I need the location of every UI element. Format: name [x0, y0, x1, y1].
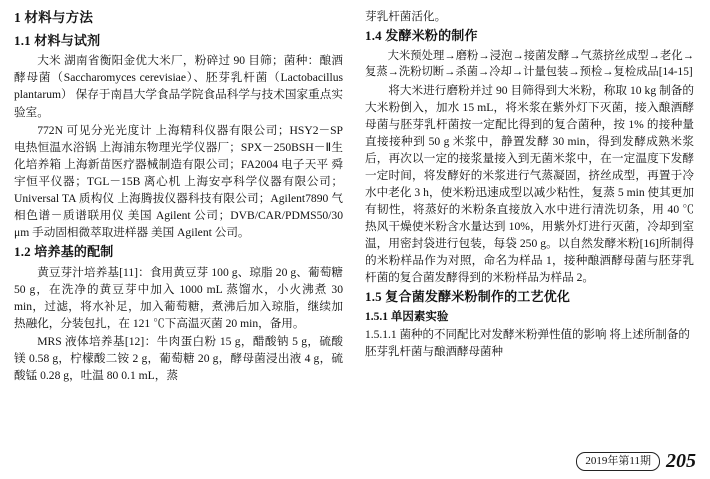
paragraph-continued-activation: 芽乳杆菌活化。: [365, 10, 447, 23]
paragraph-rice-strains: 大米 湖南省衡阳金优大米厂，粉碎过 90 目筛；菌种：酿酒酵母菌（Saccharomyces cerevisiae）、胚芽乳杆菌（Lactobacillus plantarum） 保存于南昌大学食品学院食品科学与技术国家重点实验室。: [14, 54, 343, 119]
subsection-heading-materials-reagents: 1.1 材料与试剂: [14, 32, 101, 48]
paragraph-soybean-medium: 黄豆芽汁培养基[11]：食用黄豆芽 100 g、琼脂 20 g、葡萄糖 50 g，在洗净的黄豆芽中加入 1000 mL 蒸馏水，小火沸煮 30 min，过滤，将水补足，加入葡萄糖，煮沸后加入琼脂，继续加热融化，分装包扎，在 121 ℃下高温灭菌 20 min，备用。: [14, 265, 343, 330]
issue-label: 2019年第11期: [576, 452, 660, 471]
subsection-heading-process-optimization: 1.5 复合菌发酵米粉制作的工艺优化: [365, 289, 571, 305]
left-column: [14, 8, 343, 438]
right-column: [365, 8, 694, 438]
paragraph-mrs-medium: MRS 液体培养基[12]：牛肉蛋白粉 15 g，醋酸钠 5 g，硫酸镁 0.58 g，柠檬酸二铵 2 g，葡萄糖 20 g，酵母菌浸出液 4 g，硫酸锰 0.28 g，吐温 80 0.1 mL，蒸: [14, 334, 343, 382]
page-footer: [576, 450, 696, 473]
subsubsection-heading-single-factor: 1.5.1 单因素实验: [365, 311, 449, 324]
paragraph-instruments: 772N 可见分光光度计 上海精科仪器有限公司；HSY2－SP 电热恒温水浴锅 上海浦东物理光学仪器厂；SPX－250BSH－Ⅱ生化培养箱 上海新苗医疗器械制造有限公司；FA2004 电子天平 舜宇恒平仪器；TGL－15B 离心机 上海安亭科学仪器有限公司；Universal TA 质构仪 上海腾拔仪器科技有限公司；Agilent7890 气相色谱－质谱联用仪 美国 Agilent 公司；DVB/CAR/PDMS50/30 μm 手动固相微萃取进样器 美国 Agilent 公司。: [14, 123, 343, 239]
page-number: 205: [666, 450, 696, 472]
two-column-layout: [14, 8, 696, 438]
paragraph-process-flow: 大米预处理→磨粉→浸泡→接菌发酵→气蒸挤丝成型→老化→复蒸→洗粉切断→杀菌→冷却→计量包装→预检→复检成品[14-15]: [365, 49, 694, 79]
section-heading-materials-methods: 1 材料与方法: [14, 10, 94, 25]
subsubsubsection-ratio-effect: 1.5.1.1 菌种的不同配比对发酵米粉弹性值的影响 将上述所制备的胚芽乳杆菌与酿酒酵母菌种: [365, 328, 690, 358]
subsection-heading-medium-preparation: 1.2 培养基的配制: [14, 243, 114, 259]
paragraph-process-description: 将大米进行磨粉并过 90 目筛得到大米粉，称取 10 kg 制备的大米粉倒入，加水 15 mL，将米浆在紫外灯下灭菌，接入酿酒酵母菌与胚芽乳杆菌按一定配比得到的复合菌种，按 1% 的接种量直接接种到 50 g 米浆中，静置发酵 30 min，得到发酵成熟米浆后，再次以一定的接浆量接入到无菌米浆中，在一定温度下发酵一定时间，将发酵好的米浆进行气蒸凝固，挤丝成型，再置于冷水中老化 3 h，使米粉迅速成型以减少粘性，复蒸 5 min 使其更加有韧性，将蒸好的米粉条直接放入水中进行清洗切条，用 40 ℃热风干燥使米粉含水量达到 10%，用紫外灯进行灭菌，冷却到室温，用密封袋进行包装，每袋 250 g。以自然发酵米粉[16]所制得的米粉样品作为对照，命名为样品 1，接种酿酒酵母菌与胚芽乳杆菌的复合菌发酵得到的米粉样品为样品 2。: [365, 84, 694, 285]
subsection-heading-fermented-rice-noodle: 1.4 发酵米粉的制作: [365, 28, 478, 44]
